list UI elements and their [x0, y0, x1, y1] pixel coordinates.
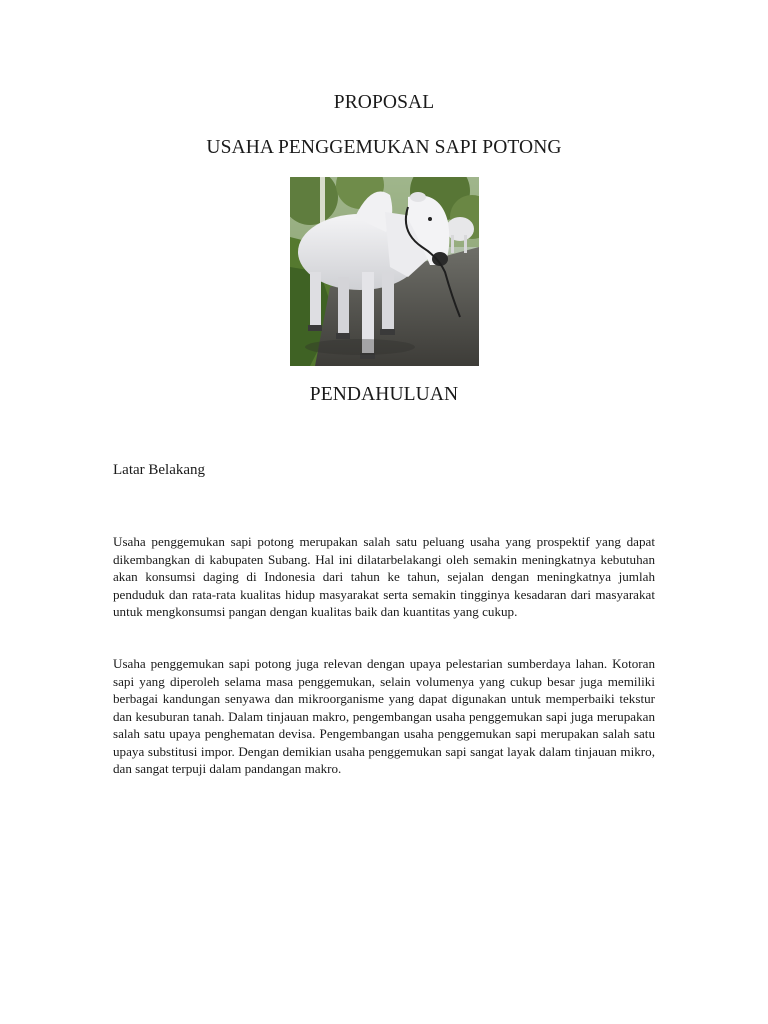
section-heading: PENDAHULUAN — [309, 384, 459, 405]
paragraph: Usaha penggemukan sapi potong merupakan salah satu peluang usaha yang prospektif yang dapat dikembangkan di kabupaten Subang. Hal ini dilatarbelakangi oleh semakin meningkatnya kebutuhan akan konsumsi daging di Indonesia dari tahun ke tahun, sejalan dengan meningkatnya jumlah penduduk dan rata-rata kualitas hidup masyarakat serta semakin tingginya kesadaran dari masyarakat untuk mengkonsumsi pangan dengan kualitas baik dan kuantitas yang cukup. — [113, 534, 655, 619]
subheading-background: Latar Belakang — [113, 462, 206, 478]
cow-photo — [290, 177, 479, 366]
title-proposal: PROPOSAL — [333, 92, 435, 113]
paragraph: Usaha penggemukan sapi potong juga relevan dengan upaya pelestarian sumberdaya lahan. Kotoran sapi yang diperoleh selama masa penggemukan, selain volumenya yang cukup besar juga memiliki berbagai kandungan senyawa dan mikroorganisme yang dapat digunakan untuk memperbaiki tekstur dan kesuburan tanah. Dalam tinjauan makro, pengembangan usaha penggemukan sapi juga merupakan salah satu upaya penghematan devisa. Pengembangan usaha penggemukan sapi merupakan salah satu upaya substitusi impor. Dengan demikian usaha penggemukan sapi sangat layak dalam tinjauan mikro, dan sangat terpuji dalam pandangan makro. — [113, 656, 655, 776]
title-business: USAHA PENGGEMUKAN SAPI POTONG — [206, 137, 562, 158]
